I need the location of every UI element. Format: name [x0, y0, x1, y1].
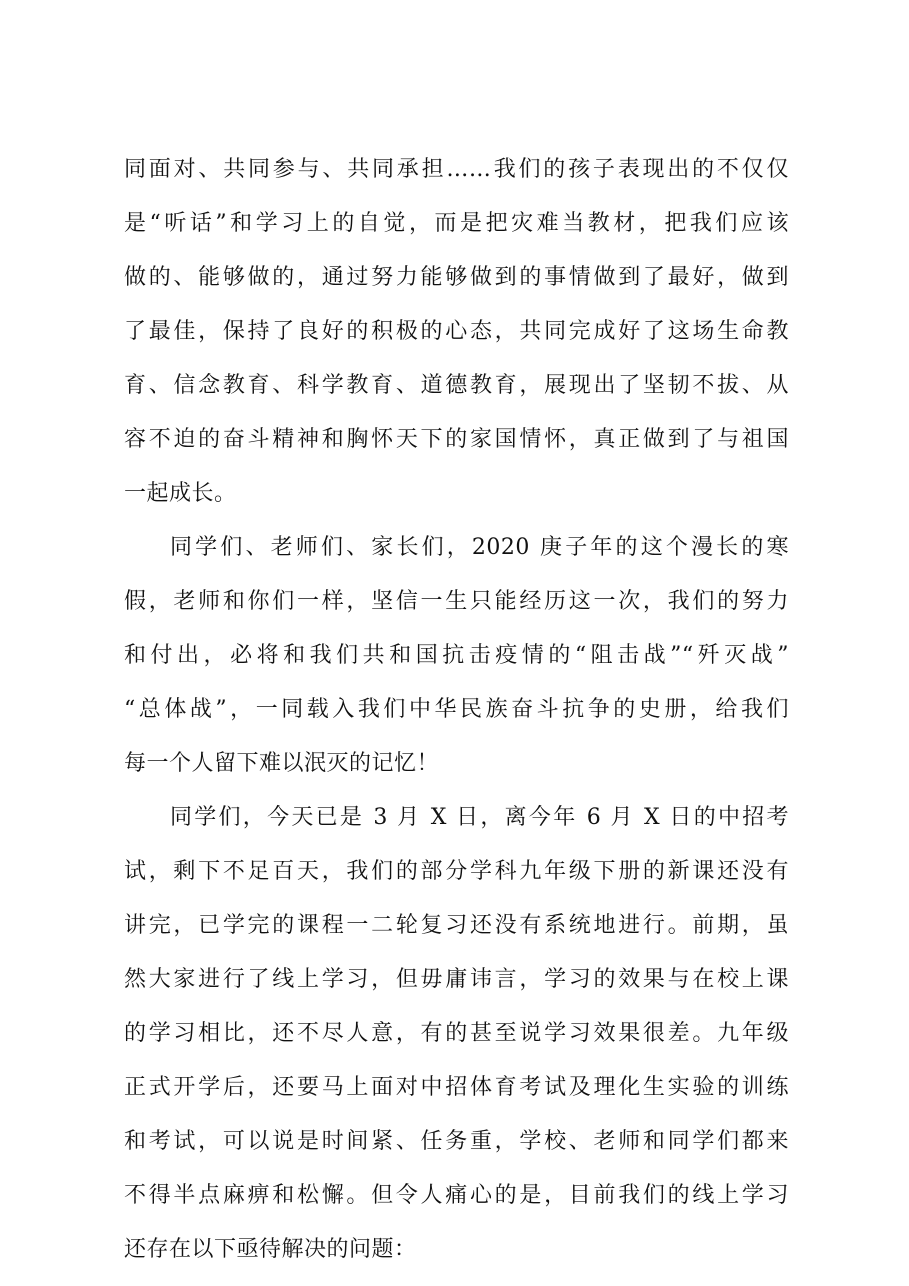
text-line: 每一个人留下难以泯灭的记忆！	[124, 751, 440, 776]
paragraph-first-line: 同学们、老师们、家长们，2020 庚子年的这个漫长的寒	[170, 535, 789, 560]
text-line: 和考试，可以说是时间紧、任务重，学校、老师和同学们都来	[124, 1129, 789, 1154]
text-line: “总体战”，一同载入我们中华民族奋斗抗争的史册，给我们	[124, 697, 789, 722]
text-line: 容不迫的奋斗精神和胸怀天下的家国情怀，真正做到了与祖国	[124, 427, 789, 452]
paragraph-first-line: 同学们，今天已是 3 月 X 日，离今年 6 月 X 日的中招考	[170, 805, 789, 830]
text-line: 做的、能够做的，通过努力能够做到的事情做到了最好，做到	[124, 265, 789, 290]
text-line: 然大家进行了线上学习，但毋庸讳言，学习的效果与在校上课	[124, 967, 789, 992]
text-line: 不得半点麻痹和松懈。但令人痛心的是，目前我们的线上学习	[124, 1183, 789, 1208]
text-line: 假，老师和你们一样，坚信一生只能经历这一次，我们的努力	[124, 589, 789, 614]
text-line: 了最佳，保持了良好的积极的心态，共同完成好了这场生命教	[124, 319, 789, 344]
text-line: 试，剩下不足百天，我们的部分学科九年级下册的新课还没有	[124, 859, 789, 884]
text-line: 和付出，必将和我们共和国抗击疫情的“阻击战”“歼灭战”	[124, 643, 789, 668]
text-line: 一起成长。	[124, 481, 237, 506]
text-line: 还存在以下亟待解决的问题：	[124, 1237, 417, 1262]
text-line: 同面对、共同参与、共同承担……我们的孩子表现出的不仅仅	[124, 157, 789, 182]
text-line: 育、信念教育、科学教育、道德教育，展现出了坚韧不拔、从	[124, 373, 789, 398]
text-line: 正式开学后，还要马上面对中招体育考试及理化生实验的训练	[124, 1075, 789, 1100]
text-line: 讲完，已学完的课程一二轮复习还没有系统地进行。前期，虽	[124, 913, 789, 938]
text-line: 是“听话”和学习上的自觉，而是把灾难当教材，把我们应该	[124, 211, 789, 236]
text-line: 的学习相比，还不尽人意，有的甚至说学习效果很差。九年级	[124, 1021, 789, 1046]
